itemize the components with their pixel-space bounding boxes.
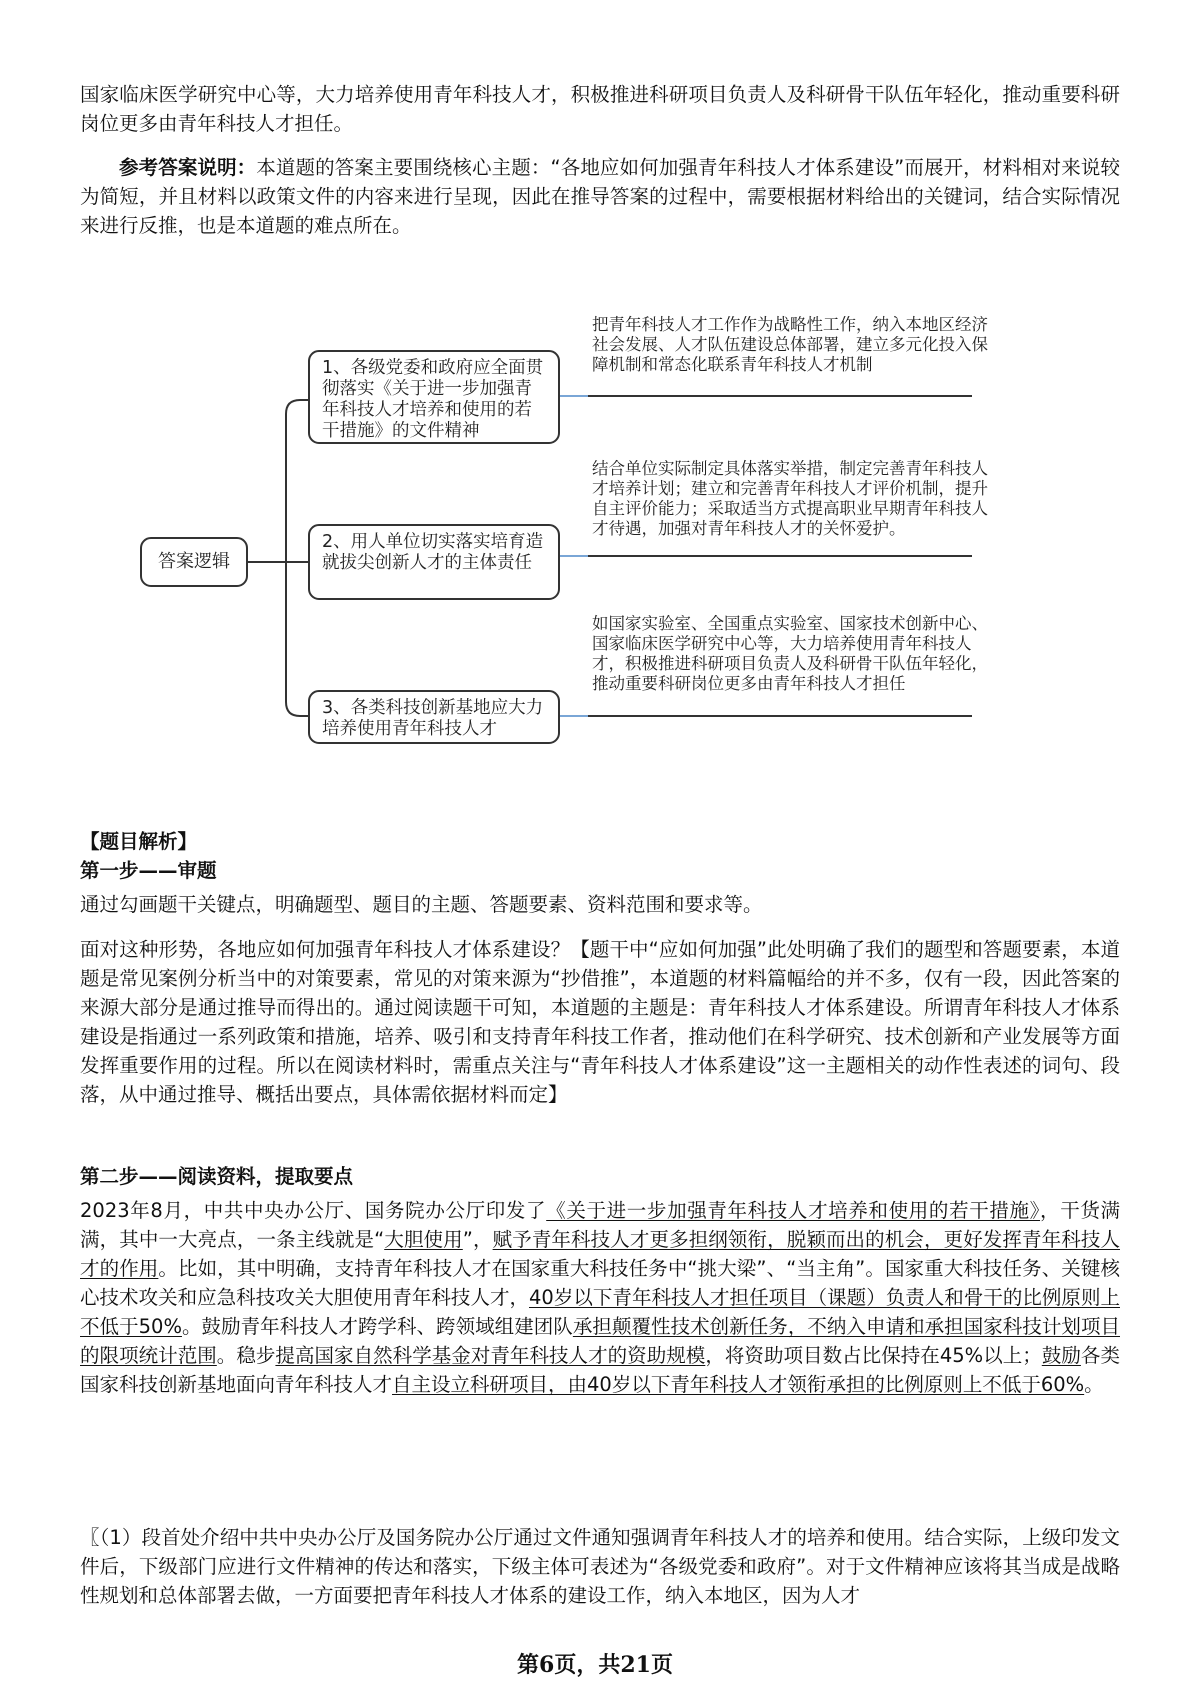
step1-paragraph-1: 通过勾画题干关键点，明确题型、题目的主题、答题要素、资料范围和要求等。 — [80, 893, 763, 916]
answer-note-text: 本道题的答案主要围绕核心主题：“各地应如何加强青年科技人才体系建设”而展开，材料相对来说较为简短，并且材料以政策文件的内容来进行呈现，因此在推导答案的过程中，需要根据材料给出的关键词，结合实际情况来进行反推，也是本道题的难点所在。 — [80, 156, 1120, 237]
mindmap-leaf-2: 结合单位实际制定具体落实举措，制定完善青年科技人才培养计划；建立和完善青年科技人才评价机制，提升自主评价能力；采取适当方式提高职业早期青年科技人才待遇，加强对青年科技人才的关怀爱护。 — [592, 459, 988, 538]
page-footer: 第6页，共21页 — [517, 1652, 673, 1678]
material-segment-underlined: 大胆使用 — [384, 1228, 463, 1251]
step2-title: 第二步——阅读资料，提取要点 — [80, 1165, 354, 1188]
material-segment-underlined: 自主设立科研项目，由40岁以下青年科技人才领衔承担的比例原则上不低于60% — [392, 1373, 1085, 1396]
answer-note-label: 参考答案说明： — [119, 156, 257, 179]
material-segment: 。比如，其中明确，支持青年科技人才在国家重大科技任务中“挑大梁”、“当主角”。国家重大科技任务、关键核心技术攻关和应急科技攻关大胆使用青年科技人才， — [80, 1257, 1120, 1309]
material-segment-underlined: 40岁以下青年科技人才担任项目（课题）负责人和骨干的比例原则上不低于50% — [80, 1286, 1120, 1338]
material-segment: 。 — [1084, 1373, 1104, 1396]
mindmap-branch-3: 3、各类科技创新基地应大力培养使用青年科技人才 — [308, 690, 560, 744]
mindmap-root: 答案逻辑 — [140, 537, 248, 587]
step1-title: 第一步——审题 — [80, 859, 217, 882]
analysis-title: 【题目解析】 — [80, 830, 198, 853]
material-segment: 各类国家科技创新基地面向青年科技人才 — [80, 1344, 1120, 1396]
mindmap-leaf-1: 把青年科技人才工作作为战略性工作，纳入本地区经济社会发展、人才队伍建设总体部署，建立多元化投入保障机制和常态化联系青年科技人才机制 — [592, 315, 988, 374]
material-segment: ，将资助项目数占比保持在45%以上； — [705, 1344, 1042, 1367]
material-segment-underlined: 承担颠覆性技术创新任务，不纳入申请和承担国家科技计划项目的限项统计范围 — [80, 1315, 1120, 1367]
mindmap-branch-2: 2、用人单位切实落实培育造就拔尖创新人才的主体责任 — [308, 524, 560, 600]
mindmap-leaf-3: 如国家实验室、全国重点实验室、国家技术创新中心、国家临床医学研究中心等，大力培养使用青年科技人才，积极推进科研项目负责人及科研骨干队伍年轻化，推动重要科研岗位更多由青年科技人才担任 — [592, 614, 988, 693]
material-segment: 。稳步 — [216, 1344, 276, 1367]
material-paragraph — [80, 1196, 1120, 1399]
material-segment-underlined: 赋予青年科技人才更多担纲领衔，脱颖而出的机会，更好发挥青年科技人才的作用 — [80, 1228, 1120, 1280]
material-segment: ”， — [462, 1228, 493, 1251]
material-segment-underlined: 《关于进一步加强青年科技人才培养和使用的若干措施》 — [546, 1199, 1041, 1222]
answer-note-paragraph — [80, 153, 1120, 240]
analysis-note-paragraph: 〖（1）段首处介绍中共中央办公厅及国务院办公厅通过文件通知强调青年科技人才的培养和使用。结合实际，上级印发文件后，下级部门应进行文件精神的传达和落实，下级主体可表述为“各级党委和政府”。对于文件精神应该将其当成是战略性规划和总体部署去做，一方面要把青年科技人才体系的建设工作，纳入本地区，因为人才 — [80, 1526, 1120, 1607]
material-segment-underlined: 鼓励 — [1041, 1344, 1081, 1367]
mindmap-branch-1: 1、各级党委和政府应全面贯彻落实《关于进一步加强青年科技人才培养和使用的若干措施》的文件精神 — [308, 350, 560, 444]
material-segment-underlined: 提高国家自然科学基金对青年科技人才的资助规模 — [275, 1344, 706, 1367]
material-segment: ，干货满满，其中一大亮点，一条主线就是“ — [80, 1199, 1120, 1251]
answer-logic-mindmap — [140, 315, 1060, 812]
mindmap-connectors — [140, 322, 1060, 812]
material-segment: 2023年8月，中共中央办公厅、国务院办公厅印发了 — [80, 1199, 547, 1222]
material-segment: 。鼓励青年科技人才跨学科、跨领域组建团队 — [181, 1315, 573, 1338]
step1-paragraph-2: 面对这种形势，各地应如何加强青年科技人才体系建设？【题干中“应如何加强”此处明确了我们的题型和答题要素，本道题是常见案例分析当中的对策要素，常见的对策来源为“抄借推”，本道题的材料篇幅给的并不多，仅有一段，因此答案的来源大部分是通过推导而得出的。通过阅读题干可知，本道题的主题是：青年科技人才体系建设。所谓青年科技人才体系建设是指通过一系列政策和措施，培养、吸引和支持青年科技工作者，推动他们在科学研究、技术创新和产业发展等方面发挥重要作用的过程。所以在阅读材料时，需重点关注与“青年科技人才体系建设”这一主题相关的动作性表述的词句、段落，从中通过推导、概括出要点，具体需依据材料而定】 — [80, 938, 1120, 1106]
intro-paragraph: 国家临床医学研究中心等，大力培养使用青年科技人才，积极推进科研项目负责人及科研骨干队伍年轻化，推动重要科研岗位更多由青年科技人才担任。 — [80, 83, 1120, 135]
